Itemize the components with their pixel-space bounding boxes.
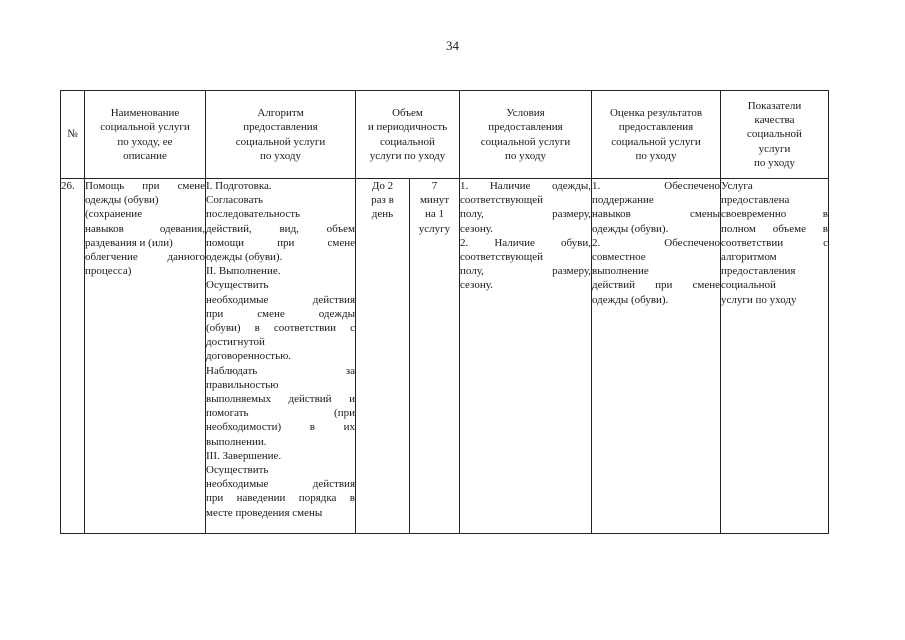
text-line: 1. Обеспечено (592, 180, 720, 192)
text-line: достигнутой (206, 336, 265, 349)
text-line: Услуга (721, 180, 753, 192)
table-row (61, 179, 829, 534)
text-line: предоставления (243, 121, 318, 134)
text-line: II. Выполнение. (206, 265, 281, 278)
text-line: социальной услуги (611, 135, 701, 148)
service-name-cell (85, 179, 206, 534)
text-line: процесса) (85, 265, 132, 278)
text-line: раздевания и (или) (85, 236, 173, 249)
text-line: социальной услуги (480, 135, 571, 148)
algorithm-cell (206, 179, 356, 534)
header-indicators (721, 91, 829, 179)
header-conditions (460, 91, 592, 179)
text-line: по уходу (635, 149, 677, 162)
text-line: социальной услуги (235, 135, 326, 148)
text-line: сезону. (460, 279, 493, 292)
text-line: своевременно в (721, 208, 828, 221)
text-line: по уходу, ее (117, 135, 173, 148)
text-line: 1. Наличие одежды, (460, 180, 591, 192)
text-line: соответствующей (460, 251, 543, 264)
text-line: (сохранение (85, 208, 143, 221)
text-line: Согласовать (206, 194, 264, 207)
text-line: услугу (418, 222, 451, 235)
text-line: Помощь при смене (85, 180, 205, 192)
text-line: последовательность (206, 208, 301, 221)
text-line: при смене одежды (206, 307, 355, 320)
text-line: III. Завершение. (206, 449, 282, 462)
text-line: (обуви) в соответствии с (206, 322, 355, 335)
text-line: навыков смены (592, 208, 720, 221)
text-line: договоренностью. (206, 350, 292, 363)
text-line: одежды (обуви). (592, 293, 669, 306)
frequency-cell (356, 179, 410, 534)
text-line: и периодичность (367, 121, 448, 134)
text-line: Осуществить (206, 279, 269, 292)
text-line: описание (123, 149, 167, 162)
text-line: услуги по уходу (369, 149, 446, 162)
text-line: соответствии с (721, 236, 828, 249)
text-line: услуги (758, 142, 791, 155)
text-line: 2. Обеспечено (592, 236, 720, 249)
text-line: Показатели (747, 99, 802, 112)
text-line: Наблюдать за (206, 364, 355, 377)
text-line: социальной (747, 128, 802, 141)
header-evaluation (592, 91, 721, 179)
text-line: социальной (721, 279, 776, 292)
text-line: До 2 (371, 180, 394, 192)
text-line: Наименование (110, 107, 180, 120)
text-line: предоставлена (721, 194, 790, 207)
text-line: по уходу (754, 156, 795, 169)
services-table (60, 90, 829, 534)
text-line: полу, размеру, (460, 208, 591, 221)
text-line: поддержание (592, 194, 654, 207)
text-line: минут (419, 194, 450, 207)
text-line: необходимые действия (206, 293, 355, 306)
text-line: одежды (обуви). (206, 251, 283, 264)
text-line: Объем (392, 107, 423, 120)
text-line: соответствующей (460, 194, 543, 207)
text-line: предоставления (721, 265, 796, 278)
text-line: Оценка результатов (609, 107, 703, 120)
text-line: полном объеме в (721, 222, 828, 235)
text-line: день (371, 208, 394, 221)
text-line: помощи при смене (206, 236, 355, 249)
text-line: помогать (при (206, 407, 355, 420)
text-line: Осуществить (206, 464, 269, 477)
text-line: 7 (431, 180, 438, 192)
header-algorithm (206, 91, 356, 179)
text-line: выполнение (592, 265, 649, 278)
header-service-name (85, 91, 206, 179)
text-line: предоставления (488, 121, 563, 134)
text-line: необходимые действия (206, 478, 355, 491)
text-line: I. Подготовка. (206, 180, 272, 192)
evaluation-cell (592, 179, 721, 534)
table-header-row (61, 91, 829, 179)
header-number (61, 91, 85, 179)
row-number: 26. (61, 179, 85, 534)
text-line: совместное (592, 251, 646, 264)
text-line: действий при смене (592, 279, 720, 292)
page-number: 34 (446, 38, 459, 53)
text-line: на 1 (424, 208, 445, 221)
text-line: качества (754, 114, 795, 127)
text-line: облегчение данного (85, 251, 205, 264)
text-line: при наведении порядка в (206, 492, 355, 505)
conditions-cell (460, 179, 592, 534)
text-line: одежды (обуви). (592, 222, 669, 235)
text-line: предоставления (618, 121, 694, 134)
text-line: месте проведения смены (206, 506, 323, 519)
text-line: 2. Наличие обуви, (460, 236, 591, 249)
text-line: алгоритмом (721, 251, 777, 264)
text-line: по уходу (260, 149, 301, 162)
text-line: полу, размеру, (460, 265, 591, 278)
text-line: сезону. (460, 222, 493, 235)
text-line: действий, вид, объем (206, 222, 355, 235)
duration-cell (410, 179, 460, 534)
text-line: услуги по уходу (721, 293, 797, 306)
text-line: правильностью (206, 378, 279, 391)
text-line: Условия (506, 107, 545, 120)
text-line: социальной услуги (100, 121, 190, 134)
text-line: по уходу (505, 149, 546, 162)
text-line: выполняемых действий и (206, 393, 355, 406)
indicators-cell (721, 179, 829, 534)
text-line: раз в (371, 194, 394, 207)
header-number-label: № (67, 128, 78, 141)
text-line: навыков одевания, (85, 222, 205, 235)
text-line: одежды (обуви) (85, 194, 159, 207)
text-line: выполнении. (206, 435, 267, 448)
text-line: необходимости) в их (206, 421, 355, 434)
header-volume (356, 91, 460, 179)
text-line: социальной (380, 135, 435, 148)
text-line: Алгоритм (257, 107, 304, 120)
